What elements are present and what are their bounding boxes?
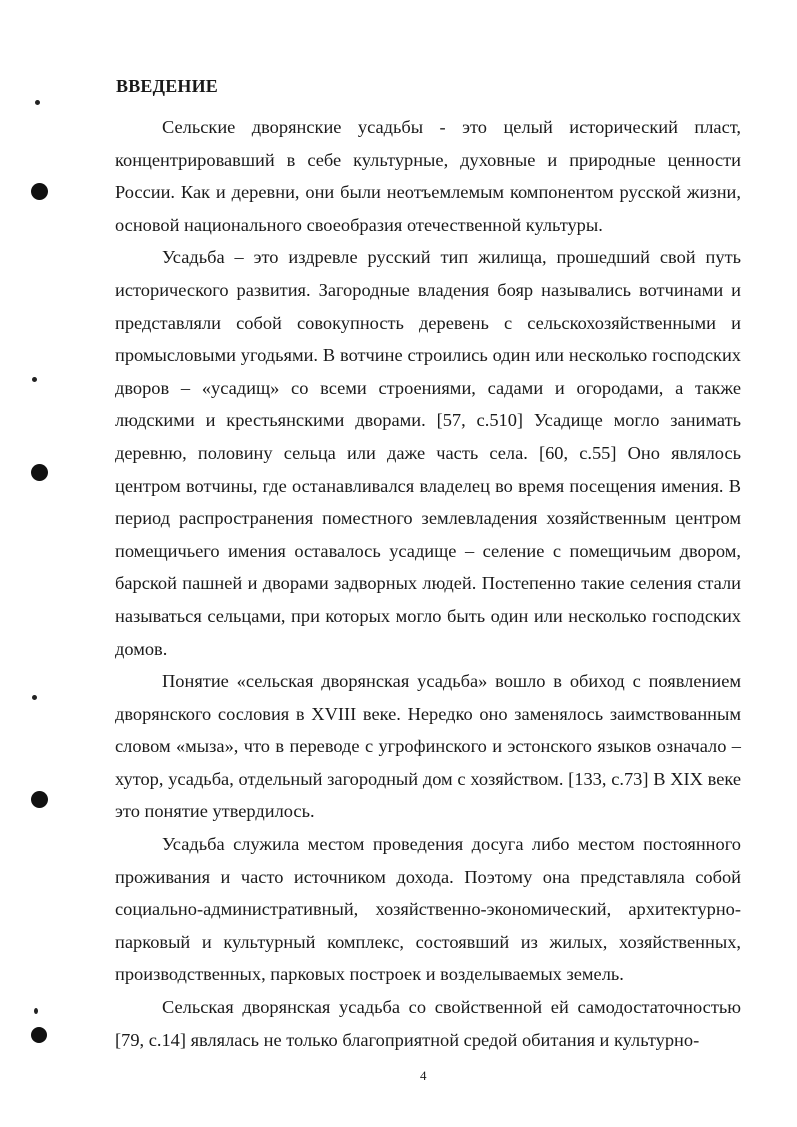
paragraph-2: Усадьба – это издревле русский тип жилища, прошедший свой путь исторического развития. Загородные владения бояр назывались вотчинами и представляли собой совокупность деревень с сельскохозяйственными и промысловыми угодьями. В вотчине строились один или несколько господских дворов – «усадищ» со всеми строениями, садами и огородами, а также людскими и крестьянскими дворами. [57, с.510] Усадище могло занимать деревню, половину сельца или даже часть села. [60, с.55] Оно являлось центром вотчины, где останавливался владелец во время посещения имения. В период распространения поместного землевладения хозяйственным центром помещичьего имения оставалось усадище – селение с помещичьим двором, барской пашней и дворами задворных людей. Постепенно такие селения стали называться сельцами, при которых могло быть один или несколько господских домов. [115, 247, 741, 659]
paragraph-4: Усадьба служила местом проведения досуга либо местом постоянного проживания и часто источником дохода. Поэтому она представляла собой социально-административный, хозяйственно-экономический, архитектурно-парковый и культурный комплекс, состоявший из жилых, хозяйственных, производственных, парковых построек и возделываемых земель. [115, 834, 741, 985]
margin-dot-4 [34, 1008, 38, 1014]
body-text [115, 111, 741, 1056]
binding-hole-3 [31, 791, 48, 808]
binding-hole-1 [31, 183, 48, 200]
binding-hole-2 [31, 464, 48, 481]
paragraph-5: Сельская дворянская усадьба со свойственной ей самодостаточностью [79, с.14] являлась не только благоприятной средой обитания и культурно- [115, 997, 741, 1050]
section-heading: ВВЕДЕНИЕ [116, 76, 219, 96]
margin-dot-1 [35, 100, 40, 105]
page-number: 4 [420, 1068, 427, 1083]
margin-dot-2 [32, 377, 37, 382]
paragraph-1: Сельские дворянские усадьбы - это целый исторический пласт, концентрировавший в себе культурные, духовные и природные ценности России. Как и деревни, они были неотъемлемым компонентом русской жизни, основой национального своеобразия отечественной культуры. [115, 117, 741, 235]
paragraph-3: Понятие «сельская дворянская усадьба» вошло в обиход с появлением дворянского сословия в XVIII веке. Нередко оно заменялось заимствованным словом «мыза», что в переводе с угрофинского и эстонского языков означало – хутор, усадьба, отдельный загородный дом с хозяйством. [133, с.73] В XIX веке это понятие утвердилось. [115, 671, 741, 822]
margin-dot-3 [32, 695, 37, 700]
binding-hole-4 [31, 1027, 47, 1043]
